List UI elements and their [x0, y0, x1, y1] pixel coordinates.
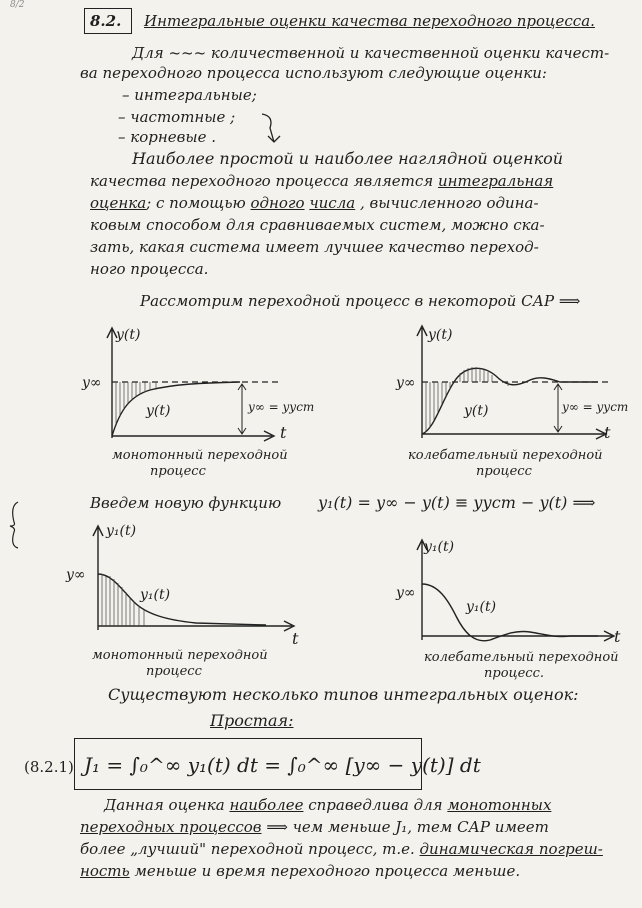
- bottom-right-curve-label: y₁(t): [466, 599, 497, 615]
- bottom-left-caption-1: монотонный переходной: [92, 648, 268, 663]
- bottom-right-t-label: t: [614, 627, 621, 646]
- new-function-text: Введем новую функцию: [90, 494, 282, 512]
- bottom-right-caption-1: колебательный переходной: [424, 650, 619, 665]
- top-left-y-axis-label: y(t): [116, 327, 141, 343]
- bottom-left-y-inf: y∞: [66, 567, 86, 583]
- top-right-caption-2: процесс: [476, 464, 532, 479]
- intro-item-root: – корневые .: [118, 128, 216, 146]
- para1-line-4: ковым способом для сравниваемых систем, можно ска-: [90, 216, 545, 234]
- top-left-t-label: t: [280, 423, 287, 442]
- top-right-caption-1: колебательный переходной: [408, 448, 603, 463]
- bottom-right-y-axis-label: y₁(t): [424, 539, 455, 555]
- bracket-arrow-icon: [260, 108, 290, 148]
- intro-line-1: Для ~~~ количественной и качественной оценки качест-: [132, 44, 610, 62]
- simple-label: Простая:: [210, 711, 294, 730]
- top-left-eq: y∞ = yуст: [248, 400, 315, 414]
- para1-line-1: Наиболее простой и наиболее наглядной оценкой: [132, 149, 564, 168]
- margin-brace-icon: [8, 500, 22, 550]
- top-right-eq: y∞ = yуст: [562, 400, 629, 414]
- top-left-y-inf: y∞: [82, 375, 102, 391]
- bottom-right-caption-2: процесс.: [484, 666, 544, 681]
- para1-line-2: качества переходного процесса является интегральная: [90, 172, 554, 190]
- top-right-t-label: t: [604, 423, 611, 442]
- conclusion-line-2: переходных процессов ⟹ чем меньше J₁, тем САР имеет: [80, 818, 549, 836]
- para1-line-6: ного процесса.: [90, 260, 209, 278]
- para1-line-3: оценка; с помощью одного числа , вычисленного одина-: [90, 194, 539, 212]
- conclusion-line-3: более „лучший" переходной процесс, т.е. динамическая погреш-: [80, 840, 603, 858]
- conclusion-line-1: Данная оценка наиболее справедлива для монотонных: [104, 796, 552, 814]
- top-right-y-inf: y∞: [396, 375, 416, 391]
- bottom-left-curve-label: y₁(t): [140, 587, 171, 603]
- bottom-right-y-inf: y∞: [396, 585, 416, 601]
- top-left-caption-2: процесс: [150, 464, 206, 479]
- section-title: Интегральные оценки качества переходного процесса.: [144, 12, 595, 30]
- intro-item-integral: – интегральные;: [122, 86, 257, 104]
- consider-line: Рассмотрим переходной процесс в некоторой САР ⟹: [140, 292, 581, 310]
- bottom-left-t-label: t: [292, 629, 299, 648]
- intro-item-frequency: – частотные ;: [118, 108, 236, 126]
- equation-formula: J₁ = ∫₀^∞ y₁(t) dt = ∫₀^∞ [y∞ − y(t)] dt: [84, 753, 481, 777]
- top-right-y-axis-label: y(t): [428, 327, 453, 343]
- corner-mark: 8/2: [10, 0, 25, 10]
- section-number: 8.2.: [90, 12, 122, 30]
- equation-number: (8.2.1): [24, 758, 74, 776]
- types-line: Существуют несколько типов интегральных оценок:: [108, 685, 579, 704]
- top-left-curve-label: y(t): [146, 403, 171, 419]
- top-right-curve-label: y(t): [464, 403, 489, 419]
- underlined-integral: интегральная: [437, 172, 554, 190]
- para1-line-5: зать, какая система имеет лучшее качество переход-: [90, 238, 539, 256]
- new-function-formula: y₁(t) = y∞ − y(t) ≡ yуст − y(t) ⟹: [318, 493, 596, 512]
- top-left-caption-1: монотонный переходной: [112, 448, 288, 463]
- bottom-left-y-axis-label: y₁(t): [106, 523, 137, 539]
- conclusion-line-4: ность меньше и время переходного процесса меньше.: [80, 862, 521, 880]
- bottom-left-caption-2: процесс: [146, 664, 202, 679]
- intro-line-2: ва переходного процесса используют следующие оценки:: [80, 64, 547, 82]
